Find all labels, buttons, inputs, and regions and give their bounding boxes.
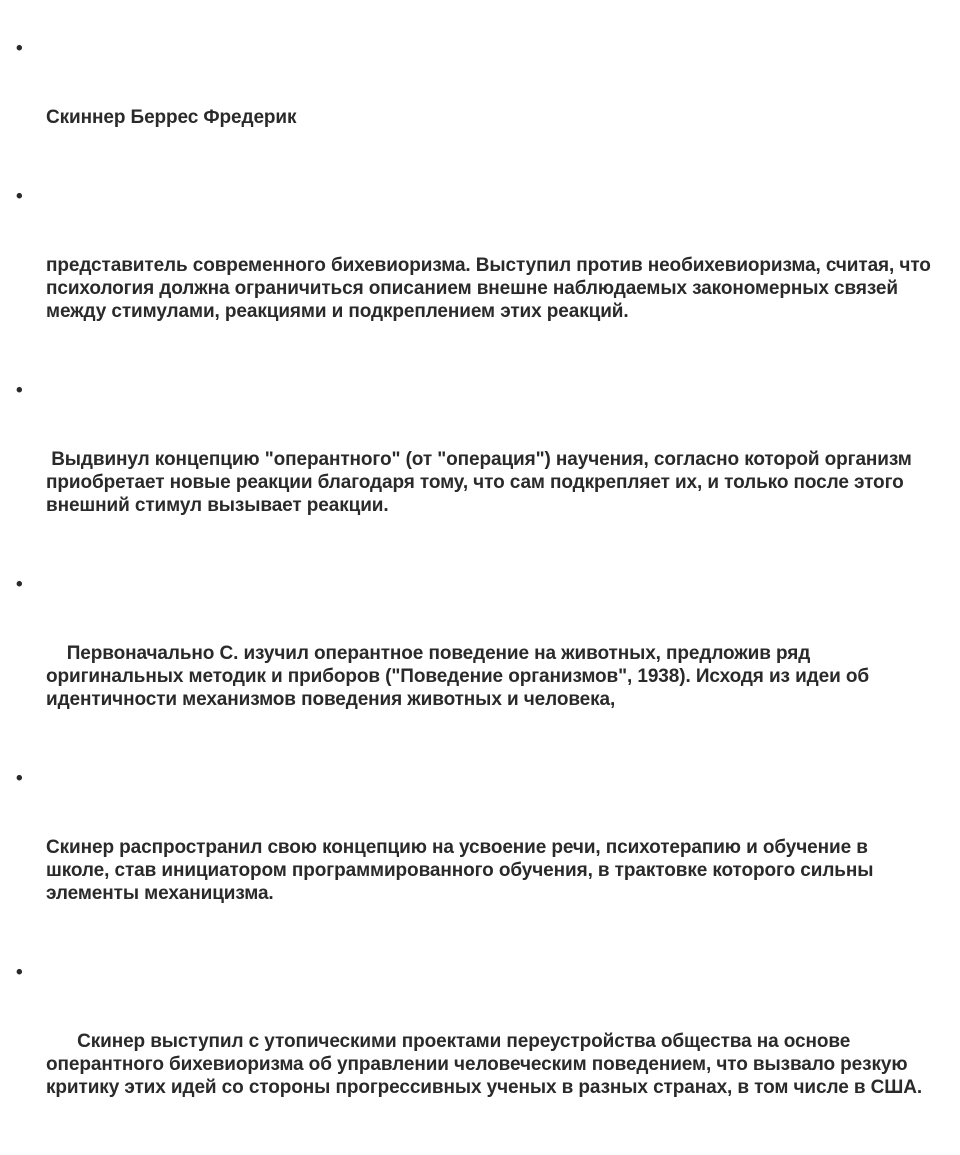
bullet-dot-icon: • <box>16 38 23 59</box>
bullet-item-representative <box>16 185 936 369</box>
bullet-text: Выдвинул концепцию "оперантного" (от "операция") научения, согласно которой организм приобретает новые реакции благодаря тому, что сам подкрепляет их, и только после этого внешний стимул вызывает реакции. <box>46 449 917 516</box>
bullet-item-animal-studies <box>16 573 936 757</box>
bullet-dot-icon: • <box>16 186 23 207</box>
bullet-dot-icon: • <box>16 768 23 789</box>
bullet-item-programmed-learning <box>16 767 936 951</box>
bullet-text: Первоначально С. изучил оперантное поведение на животных, предложив ряд оригинальных методик и приборов ("Поведение организмов", 1938). Исходя из идеи об идентичности механизмов поведения животных и человека, <box>46 643 875 710</box>
bullet-text: Скинер выступил с утопическими проектами переустройства общества на основе оперантного бихевиоризма об управлении человеческим поведением, что вызвало резкую критику этих идей со стороны прогрессивных ученых в разных странах, в том числе в США. <box>46 1031 923 1098</box>
bullet-item-name <box>16 37 936 175</box>
bullet-text: Скиннер Беррес Фредерик <box>46 107 297 128</box>
bullet-item-utopian-projects <box>16 961 936 1145</box>
bullet-dot-icon: • <box>16 380 23 401</box>
bullet-dot-icon: • <box>16 962 23 983</box>
bullet-dot-icon: • <box>16 574 23 595</box>
bullet-list <box>16 37 936 1155</box>
bullet-item-operant-concept <box>16 379 936 563</box>
bullet-text: Скинер распространил свою концепцию на усвоение речи, психотерапию и обучение в школе, став инициатором программированного обучения, в трактовке которого сильны элементы механицизма. <box>46 837 879 904</box>
bullet-text: представитель современного бихевиоризма. Выступил против необихевиоризма, считая, что психология должна ограничиться описанием внешне наблюдаемых закономерных связей между стимулами, реакциями и подкреплением этих реакций. <box>46 255 936 322</box>
